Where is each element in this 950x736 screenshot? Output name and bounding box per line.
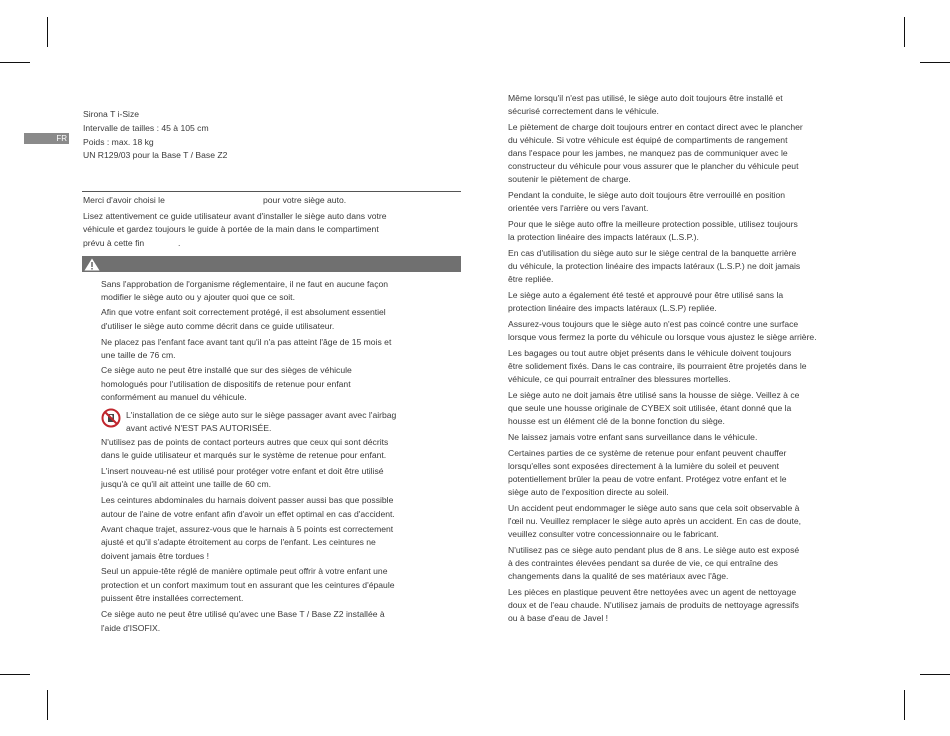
warning-text: orientée vers l'arrière ou vers l'avant. (508, 203, 649, 213)
warning-text: Les ceintures abdominales du harnais doivent passer aussi bas que possible (101, 495, 394, 505)
section-divider (82, 191, 461, 192)
crop-mark (0, 62, 30, 63)
warning-text: autour de l'aine de votre enfant afin d'avoir un effet optimal en cas d'accident. (101, 509, 395, 519)
no-airbag-icon (101, 408, 121, 428)
warning-text: Le siège auto a également été testé et approuvé pour être utilisé sans la (508, 290, 784, 300)
warning-text: l'aide d'ISOFIX. (101, 623, 161, 633)
warning-triangle-icon (84, 258, 100, 271)
warning-header-bar (82, 256, 461, 272)
warning-text: Seul un appuie-tête réglé de manière optimale peut offrir à votre enfant une (101, 566, 388, 576)
warning-text: Même lorsqu'il n'est pas utilisé, le siège auto doit toujours être installé et (508, 93, 783, 103)
warning-text: être repliée. (508, 274, 554, 284)
warning-text: Ne laissez jamais votre enfant sans surveillance dans le véhicule. (508, 432, 758, 442)
warning-text: N'utilisez pas de points de contact porteurs autres que ceux qui sont décrits (101, 437, 389, 447)
warning-text: être solidement fixés. Dans le cas contraire, ils pourraient être projetés dans le (508, 361, 807, 371)
warning-text: housse est un élément clé de la bonne fonction du siège. (508, 416, 725, 426)
warning-text: Avant chaque trajet, assurez-vous que le harnais à 5 points est correctement (101, 524, 394, 534)
warning-text: l'œil nu. Veuillez remplacer le siège auto après un accident. En cas de doute, (508, 516, 802, 526)
warning-text: En cas d'utilisation du siège auto sur le siège central de la banquette arrière (508, 248, 797, 258)
warning-text: la protection linéaire des impacts latéraux (L.S.P.). (508, 232, 699, 242)
warning-text: Ne placez pas l'enfant face avant tant qu'il n'a pas atteint l'âge de 15 mois et (101, 337, 392, 347)
warning-text: lorsqu'elles sont exposées directement à la lumière du soleil et peuvent (508, 461, 780, 471)
warning-text: ou à base d'eau de Javel ! (508, 613, 609, 623)
warning-text: Les pièces en plastique peuvent être nettoyées avec un agent de nettoyage (508, 587, 797, 597)
warning-text: Le piètement de charge doit toujours entrer en contact direct avec le plancher (508, 122, 803, 132)
intro-text: prévu à cette fin (83, 238, 145, 248)
warning-text: que seule une housse originale de CYBEX soit utilisée, étant donné que la (508, 403, 792, 413)
intro-text: véhicule et gardez toujours le guide à portée de la main dans le compartiment (83, 224, 379, 234)
spec-height: Intervalle de tailles : 45 à 105 cm (83, 123, 209, 133)
airbag-warning: L'installation de ce siège auto sur le siège passager avant avec l'airbag (126, 410, 397, 420)
warning-text: Les bagages ou tout autre objet présents dans le véhicule doivent toujours (508, 348, 792, 358)
warning-text: ajusté et qu'il s'adapte étroitement au corps de l'enfant. Les ceintures ne (101, 537, 376, 547)
warning-text: d'utiliser le siège auto comme décrit dans ce guide utilisateur. (101, 321, 335, 331)
warning-text: Pendant la conduite, le siège auto doit toujours être verrouillé en position (508, 190, 786, 200)
warning-text: puissent être installées correctement. (101, 593, 244, 603)
warning-text: du véhicule, la protection linéaire des impacts latéraux (L.S.P.) ne doit jamais (508, 261, 801, 271)
crop-mark (47, 17, 48, 47)
warning-text: Ce siège auto ne peut être installé que sur des sièges de véhicule (101, 365, 352, 375)
crop-mark (0, 674, 30, 675)
warning-text: jusqu'à ce qu'il ait atteint une taille de 60 cm. (101, 479, 272, 489)
warning-text: Le siège auto ne doit jamais être utilisé sans la housse de siège. Veillez à ce (508, 390, 800, 400)
warning-text: doux et de l'eau chaude. N'utilisez jamais de produits de nettoyage agressifs (508, 600, 799, 610)
airbag-warning: avant activé N'EST PAS AUTORISÉE. (126, 423, 272, 433)
intro-thanks-end: pour votre siège auto. (263, 195, 347, 205)
warning-text: doivent jamais être tordues ! (101, 551, 209, 561)
warning-text: Sans l'approbation de l'organisme réglementaire, il ne faut en aucune façon (101, 279, 389, 289)
crop-mark (47, 690, 48, 720)
warning-text: veuillez consulter votre concessionnaire ou le fabricant. (508, 529, 719, 539)
warning-text: Un accident peut endommager le siège auto sans que cela soit observable à (508, 503, 800, 513)
warning-text: à des contraintes élevées pendant sa durée de vie, ce qui entraîne des (508, 558, 778, 568)
warning-text: conformément au manuel du véhicule. (101, 392, 247, 402)
warning-text: homologués pour l'utilisation de dispositifs de retenue pour enfant (101, 379, 351, 389)
warning-text: soutenir le piètement de charge. (508, 174, 631, 184)
intro-text: . (178, 238, 181, 248)
crop-mark (920, 674, 950, 675)
crop-mark (904, 690, 905, 720)
warning-text: véhicule, ce qui pourrait entraîner des blessures mortelles. (508, 374, 731, 384)
spec-weight: Poids : max. 18 kg (83, 137, 154, 147)
spec-regulation: UN R129/03 pour la Base T / Base Z2 (83, 150, 228, 160)
intro-text: Lisez attentivement ce guide utilisateur avant d'installer le siège auto dans votre (83, 211, 387, 221)
warning-text: une taille de 76 cm. (101, 350, 176, 360)
warning-text: potentiellement brûler la peau de votre enfant. Protégez votre enfant et le (508, 474, 787, 484)
warning-text: Pour que le siège auto offre la meilleure protection possible, utilisez toujours (508, 219, 798, 229)
warning-text: modifier le siège auto ou y ajouter quoi que ce soit. (101, 292, 295, 302)
warning-text: Ce siège auto ne peut être utilisé qu'avec une Base T / Base Z2 installée à (101, 609, 385, 619)
crop-mark (904, 17, 905, 47)
warning-text: Afin que votre enfant soit correctement protégé, il est absolument essentiel (101, 307, 386, 317)
warning-text: Certaines parties de ce système de retenue pour enfant peuvent chauffer (508, 448, 787, 458)
language-tab: FR (24, 133, 69, 144)
warning-text: L'insert nouveau-né est utilisé pour protéger votre enfant et doit être utilisé (101, 466, 384, 476)
intro-thanks-start: Merci d'avoir choisi le (83, 195, 165, 205)
warning-text: protection linéaire des impacts latéraux (L.S.P) repliée. (508, 303, 717, 313)
warning-text: protection et un confort maximum tout en assurant que les ceintures d'épaule (101, 580, 395, 590)
warning-text: sécurisé correctement dans le véhicule. (508, 106, 659, 116)
warning-text: changements dans la qualité de ses matériaux avec l'âge. (508, 571, 729, 581)
warning-text: du véhicule. Si votre véhicule est équipé de compartiments de rangement (508, 135, 788, 145)
warning-text: constructeur du véhicule pour vous assurer que le plancher du véhicule peut (508, 161, 799, 171)
spec-model: Sirona T i-Size (83, 109, 140, 119)
warning-text: siège auto de l'exposition directe au soleil. (508, 487, 669, 497)
warning-text: lorsque vous fermez la porte du véhicule ou lorsque vous ajustez le siège arrière. (508, 332, 817, 342)
warning-text: dans l'espace pour les jambes, ne manquez pas de communiquer avec le (508, 148, 788, 158)
crop-mark (920, 62, 950, 63)
warning-text: Assurez-vous toujours que le siège auto n'est pas coincé contre une surface (508, 319, 799, 329)
warning-text: dans le guide utilisateur et marqués sur le système de retenue pour enfant. (101, 450, 387, 460)
warning-text: N'utilisez pas ce siège auto pendant plus de 8 ans. Le siège auto est exposé (508, 545, 800, 555)
